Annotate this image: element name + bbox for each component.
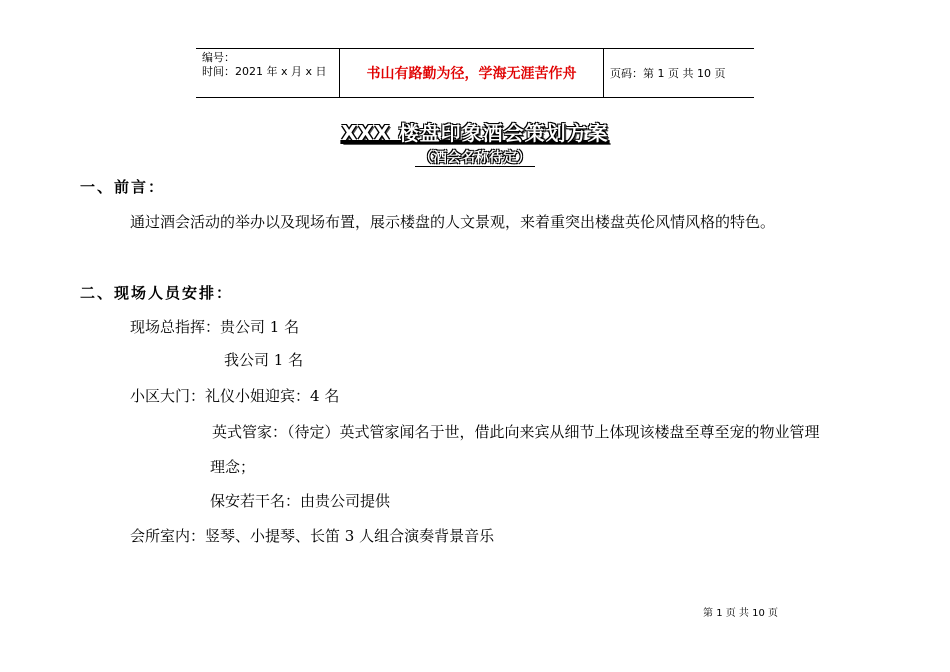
staff-line-4: 英式管家：（待定）英式管家闻名于世，借此向来宾从细节上体现该楼盘至尊至宠的物业管理 — [212, 423, 820, 441]
time-label: 时间：2021 年 x 月 x 日 — [202, 65, 327, 78]
staff-line-6: 保安若干名：由贵公司提供 — [210, 492, 391, 510]
document-title-text: XXX 楼盘印象酒会策划方案 — [341, 121, 609, 145]
section1-body: 通过酒会活动的举办以及现场布置，展示楼盘的人文景观，来着重突出楼盘英伦风情风格的特色。 — [130, 213, 776, 231]
page-header — [196, 48, 754, 98]
staff-line-1: 现场总指挥：贵公司 1 名 — [130, 318, 300, 336]
page-footer: 第 1 页 共 10 页 — [703, 608, 778, 619]
number-label: 编号： — [202, 51, 235, 64]
staff-line-3: 小区大门：礼仪小姐迎宾：4 名 — [130, 387, 340, 405]
staff-line-5: 理念； — [210, 458, 256, 476]
section1-heading: 一、前言： — [80, 178, 166, 196]
staff-line-2: 我公司 1 名 — [224, 351, 304, 369]
section2-heading: 二、现场人员安排： — [80, 284, 234, 302]
header-motto: 书山有路勤为径，学海无涯苦作舟 — [339, 49, 604, 97]
header-info — [196, 49, 339, 97]
document-title — [0, 117, 950, 146]
staff-line-7: 会所室内：竖琴、小提琴、长笛 3 人组合演奏背景音乐 — [130, 527, 495, 545]
header-page-code: 页码：第 1 页 共 10 页 — [610, 67, 726, 80]
document-subtitle — [0, 147, 950, 167]
document-subtitle-text: （酒会名称待定） — [415, 150, 535, 167]
